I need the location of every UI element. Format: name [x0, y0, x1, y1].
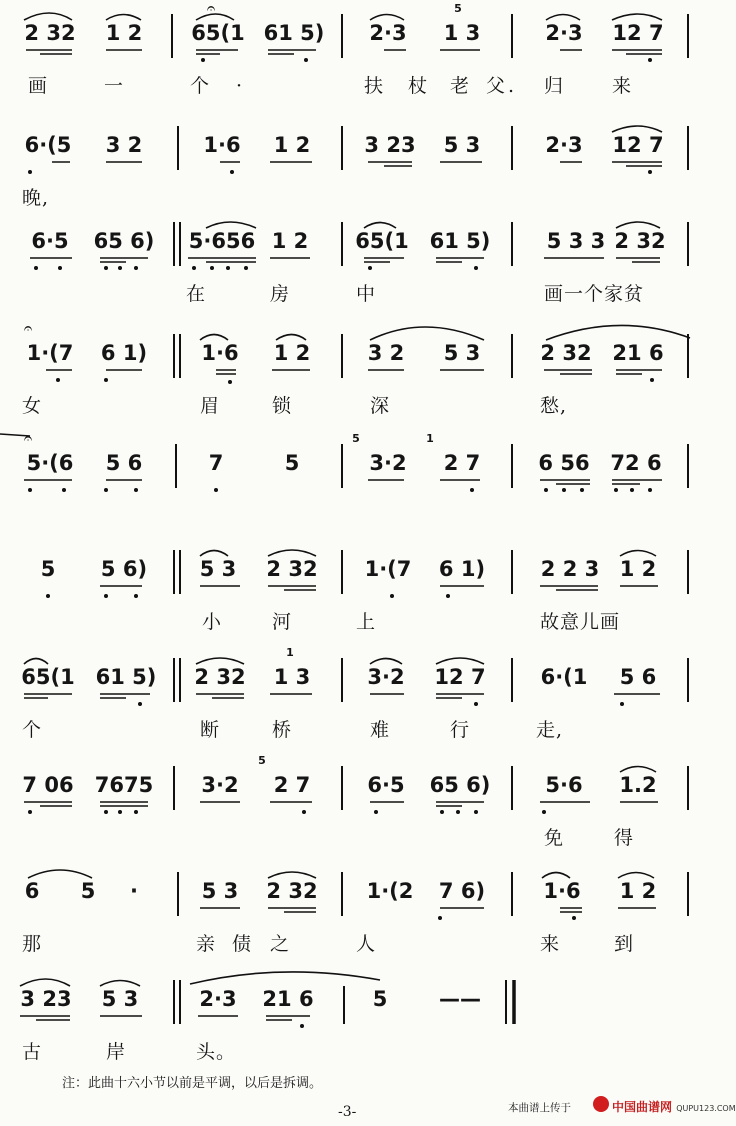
- staff-lines-row-9: [0, 858, 700, 978]
- lyric: 来: [540, 933, 561, 955]
- note-group: 1 2: [273, 133, 311, 157]
- note-group: 21 6: [612, 341, 664, 365]
- score-row-3: [0, 208, 700, 328]
- note-group: 65(1: [21, 665, 75, 689]
- site-name: 中国曲谱网: [612, 1100, 673, 1114]
- score-row-6: [0, 536, 700, 656]
- note-group: 12 7: [612, 21, 664, 45]
- note-group: 2 7: [273, 773, 311, 797]
- lyric: ·: [236, 75, 244, 97]
- note-group: 3 2: [105, 133, 143, 157]
- note-group: 7675: [94, 773, 154, 797]
- note-group: 5 3: [199, 557, 237, 581]
- note-group: 6: [24, 879, 40, 903]
- note-group: 61 5): [95, 665, 157, 689]
- lyric: 上: [356, 611, 377, 633]
- note-group: 61 5): [263, 21, 325, 45]
- score-row-8: [0, 752, 700, 872]
- site-url: QUPU123.COM: [676, 1104, 736, 1113]
- lyric: 债: [232, 933, 253, 955]
- note-group: 1·(7: [26, 341, 74, 365]
- note-group: 1 2: [271, 229, 309, 253]
- score-row-10: [0, 966, 700, 1086]
- footnote: 注：此曲十六小节以前是平调，以后是拆调。: [62, 1076, 323, 1091]
- grace-note: 1: [426, 432, 434, 445]
- score-row-9: [0, 858, 700, 978]
- note-group: 2·3: [199, 987, 237, 1011]
- note-group: 12 7: [434, 665, 486, 689]
- lyric: 锁: [272, 395, 293, 417]
- score-row-5: [0, 430, 700, 550]
- lyric: 画: [28, 75, 49, 97]
- note-group: 5·656: [188, 229, 256, 253]
- note-group: 1·6: [543, 879, 581, 903]
- note-group: 5: [284, 451, 300, 475]
- lyric: 到: [614, 933, 635, 955]
- note-group: 7 6): [438, 879, 486, 903]
- note-group: 1 3: [443, 21, 481, 45]
- lyric: 行: [450, 719, 471, 741]
- lyric: 画一个家贫: [544, 283, 645, 305]
- note-group: 1.2: [619, 773, 657, 797]
- lyric: 个: [190, 75, 211, 97]
- note-group: 3 23: [20, 987, 72, 1011]
- score-row-1: [0, 0, 700, 120]
- note-group: 2 32: [266, 879, 318, 903]
- lyric: 眉: [200, 395, 221, 417]
- note-group: 5 3 3: [546, 229, 606, 253]
- note-group: 5 6: [105, 451, 143, 475]
- note-group: 6 1): [438, 557, 486, 581]
- lyric: 中: [356, 283, 377, 305]
- lyric: 走,: [536, 719, 564, 741]
- note-group: 6·5: [31, 229, 69, 253]
- note-group: 1 2: [273, 341, 311, 365]
- lyric: 断: [200, 719, 221, 741]
- note-group: 2·3: [369, 21, 407, 45]
- note-group: 3·2: [369, 451, 407, 475]
- note-group: 3·2: [367, 665, 405, 689]
- lyric: 女: [22, 395, 43, 417]
- note-group: 2 32: [614, 229, 666, 253]
- lyric: 那: [22, 933, 43, 955]
- note-group: 3·2: [201, 773, 239, 797]
- note-group: 1 3: [273, 665, 311, 689]
- upload-credit: 本曲谱上传于: [508, 1102, 571, 1114]
- lyric: 老: [450, 75, 471, 97]
- lyric: 亲: [196, 933, 217, 955]
- note-group: 5: [372, 987, 388, 1011]
- lyric: .: [508, 75, 516, 97]
- lyric: 人: [356, 933, 377, 955]
- note-group: 65 6): [429, 773, 491, 797]
- lyric: 古: [22, 1041, 43, 1063]
- lyric: 得: [614, 827, 635, 849]
- note-group: ·: [130, 879, 138, 903]
- note-group: 2 32: [194, 665, 246, 689]
- note-group: 5 3: [443, 133, 481, 157]
- grace-note: 5: [454, 2, 462, 15]
- note-group: 5 3: [443, 341, 481, 365]
- fermata-icon: 𝄐: [23, 319, 33, 337]
- note-group: 5: [40, 557, 56, 581]
- note-group: 1 2: [105, 21, 143, 45]
- note-group: 5 6): [100, 557, 148, 581]
- note-group: 6·(5: [24, 133, 72, 157]
- lyric: 之: [270, 933, 291, 955]
- lyric: 归: [544, 75, 565, 97]
- note-group: 2·3: [545, 133, 583, 157]
- note-group: 6 1): [100, 341, 148, 365]
- note-group: 65 6): [93, 229, 155, 253]
- note-group: 1 2: [619, 879, 657, 903]
- note-group: 2 32: [540, 341, 592, 365]
- lyric: 扶: [364, 75, 385, 97]
- note-group: 21 6: [262, 987, 314, 1011]
- note-group: 2·3: [545, 21, 583, 45]
- note-group: 7: [208, 451, 224, 475]
- note-group: 1·6: [201, 341, 239, 365]
- lyric: 深: [370, 395, 391, 417]
- note-group: 65(1: [355, 229, 409, 253]
- lyric: 父: [486, 75, 507, 97]
- lyric: 头。: [196, 1041, 237, 1063]
- lyric: 个: [22, 719, 43, 741]
- note-group: 6 56: [538, 451, 590, 475]
- note-group: 5·6: [545, 773, 583, 797]
- note-group: 1·6: [203, 133, 241, 157]
- fermata-icon: 𝄐: [23, 429, 33, 447]
- note-group: 65(1: [191, 21, 245, 45]
- fermata-icon: 𝄐: [206, 0, 216, 17]
- lyric: 愁,: [540, 395, 568, 417]
- lyric: 免: [544, 827, 565, 849]
- note-group: 3 2: [367, 341, 405, 365]
- qupu-logo-icon: [593, 1096, 609, 1112]
- note-group: 5: [80, 879, 96, 903]
- lyric: 桥: [272, 719, 293, 741]
- score-row-4: [0, 320, 700, 440]
- lyric: 小: [202, 611, 223, 633]
- note-group: 7 06: [22, 773, 74, 797]
- lyric: 来: [612, 75, 633, 97]
- note-group: 6·5: [367, 773, 405, 797]
- lyric: 杖: [408, 75, 429, 97]
- note-group: 1 2: [619, 557, 657, 581]
- site-logo-text[interactable]: [612, 1098, 736, 1115]
- note-group: 5·(6: [26, 451, 74, 475]
- score-row-7: [0, 644, 700, 764]
- note-group: 2 2 3: [540, 557, 600, 581]
- note-group: 2 7: [443, 451, 481, 475]
- note-group: 61 5): [429, 229, 491, 253]
- note-group: 5 3: [101, 987, 139, 1011]
- note-group: 2 32: [24, 21, 76, 45]
- note-group: ——: [439, 987, 481, 1011]
- lyric: 晚,: [22, 187, 50, 209]
- grace-note: 1: [286, 646, 294, 659]
- note-group: 12 7: [612, 133, 664, 157]
- grace-note: 5: [258, 754, 266, 767]
- lyric: 故意儿画: [540, 611, 621, 633]
- lyric: 一: [104, 75, 125, 97]
- lyric: 在: [186, 283, 207, 305]
- note-group: 1·(2: [366, 879, 414, 903]
- note-group: 6·(1: [540, 665, 588, 689]
- lyric: 河: [272, 611, 293, 633]
- note-group: 1·(7: [364, 557, 412, 581]
- lyric: 难: [370, 719, 391, 741]
- page-number: -3-: [338, 1104, 357, 1120]
- note-group: 2 32: [266, 557, 318, 581]
- grace-note: 5: [352, 432, 360, 445]
- lyric: 房: [270, 283, 291, 305]
- note-group: 5 3: [201, 879, 239, 903]
- note-group: 5 6: [619, 665, 657, 689]
- lyric: 岸: [106, 1041, 127, 1063]
- note-group: 3 23: [364, 133, 416, 157]
- note-group: 72 6: [610, 451, 662, 475]
